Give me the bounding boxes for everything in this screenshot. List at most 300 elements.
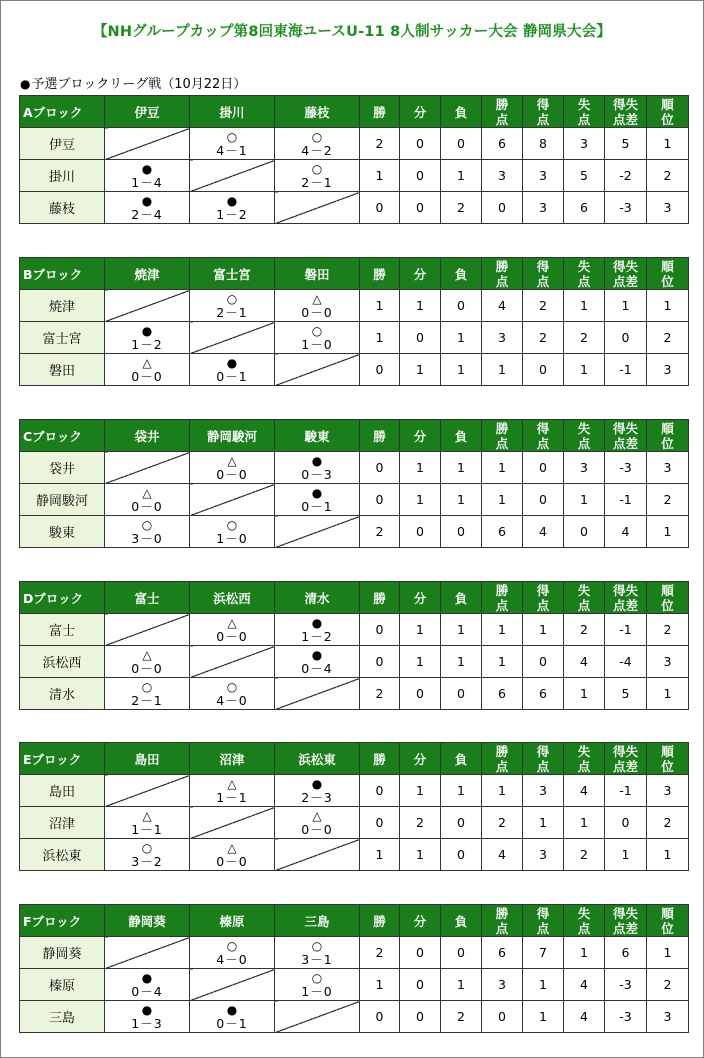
opponent-header: 島田 <box>105 743 190 775</box>
stat-value: 1 <box>441 354 482 386</box>
result-symbol: △ <box>142 647 152 662</box>
match-result-cell <box>105 678 190 710</box>
stat-value: 1 <box>647 678 689 710</box>
result-symbol: ● <box>311 615 323 630</box>
team-name: 伊豆 <box>20 128 105 160</box>
table-row <box>20 160 689 192</box>
table-row <box>20 354 689 386</box>
stat-value: 6 <box>482 516 523 548</box>
result-symbol: △ <box>312 291 322 306</box>
block-name: Fブロック <box>20 905 105 937</box>
result-symbol: ○ <box>311 161 323 176</box>
stat-value: 1 <box>482 484 523 516</box>
stat-value: 1 <box>564 678 605 710</box>
stat-value: 1 <box>482 646 523 678</box>
self-match-cell <box>190 322 275 354</box>
team-name: 富士宮 <box>20 322 105 354</box>
stat-value: 0 <box>564 516 605 548</box>
team-name: 磐田 <box>20 354 105 386</box>
stat-value: 1 <box>360 160 400 192</box>
match-result-cell <box>105 1001 190 1033</box>
stat-header: 勝 点 <box>482 420 523 452</box>
match-result-cell <box>190 678 275 710</box>
self-match-cell <box>105 128 190 160</box>
stat-value: 1 <box>647 516 689 548</box>
match-score: 1－2 <box>301 628 333 644</box>
self-match-cell <box>275 678 360 710</box>
stat-value: 1 <box>523 807 564 839</box>
opponent-header: 静岡駿河 <box>190 420 275 452</box>
opponent-header: 藤枝 <box>275 96 360 128</box>
stat-value: -3 <box>605 452 647 484</box>
stat-header: 失 点 <box>564 420 605 452</box>
stat-value: 0 <box>360 775 400 807</box>
result-symbol: ● <box>311 776 323 791</box>
stat-value: 0 <box>400 937 441 969</box>
stat-header: 得失 点差 <box>605 582 647 614</box>
stat-header: 得 点 <box>523 582 564 614</box>
stat-value: 0 <box>605 807 647 839</box>
result-symbol: △ <box>227 776 237 791</box>
match-result-cell <box>275 646 360 678</box>
opponent-header: 榛原 <box>190 905 275 937</box>
match-score: 2－1 <box>301 174 333 190</box>
match-result-cell <box>105 646 190 678</box>
team-name: 富士 <box>20 614 105 646</box>
block-name: Aブロック <box>20 96 105 128</box>
match-score: 0－0 <box>216 853 248 869</box>
stat-value: -1 <box>605 614 647 646</box>
stat-value: 2 <box>360 516 400 548</box>
opponent-header: 富士 <box>105 582 190 614</box>
match-score: 4－0 <box>216 951 248 967</box>
self-match-cell <box>105 937 190 969</box>
stat-value: 0 <box>360 807 400 839</box>
match-result-cell <box>190 192 275 224</box>
stat-value: 4 <box>564 646 605 678</box>
result-symbol: ○ <box>311 323 323 338</box>
stat-value: 4 <box>605 516 647 548</box>
match-result-cell <box>275 775 360 807</box>
stat-header: 分 <box>400 905 441 937</box>
stat-value: -1 <box>605 354 647 386</box>
stat-value: 1 <box>441 969 482 1001</box>
header-row <box>20 420 689 452</box>
match-result-cell <box>275 290 360 322</box>
stat-value: 1 <box>441 322 482 354</box>
match-result-cell <box>275 452 360 484</box>
stat-value: 2 <box>360 678 400 710</box>
team-name: 三島 <box>20 1001 105 1033</box>
stat-value: 2 <box>523 322 564 354</box>
stat-value: -3 <box>605 969 647 1001</box>
stat-header: 勝 点 <box>482 905 523 937</box>
stat-value: 1 <box>441 484 482 516</box>
stat-header: 失 点 <box>564 743 605 775</box>
result-symbol: ● <box>311 485 323 500</box>
result-symbol: ○ <box>311 970 323 985</box>
stat-value: 1 <box>647 128 689 160</box>
stat-header: 分 <box>400 582 441 614</box>
stat-value: 1 <box>360 839 400 871</box>
stat-header: 分 <box>400 258 441 290</box>
stat-value: 2 <box>647 160 689 192</box>
self-match-cell <box>275 354 360 386</box>
match-score: 1－3 <box>131 1015 163 1031</box>
stat-value: 0 <box>400 192 441 224</box>
match-score: 1－0 <box>216 530 248 546</box>
stat-value: 0 <box>482 1001 523 1033</box>
stat-header: 得失 点差 <box>605 258 647 290</box>
match-result-cell <box>190 354 275 386</box>
stat-value: 0 <box>360 452 400 484</box>
stat-value: 1 <box>523 614 564 646</box>
stat-header: 得 点 <box>523 420 564 452</box>
stat-header: 得 点 <box>523 96 564 128</box>
match-score: 0－3 <box>301 466 333 482</box>
stat-value: 0 <box>482 192 523 224</box>
match-result-cell <box>190 516 275 548</box>
self-match-cell <box>190 646 275 678</box>
team-name: 静岡葵 <box>20 937 105 969</box>
stat-header: 順 位 <box>647 743 689 775</box>
stat-value: 3 <box>482 969 523 1001</box>
stat-value: 1 <box>482 354 523 386</box>
stat-header: 得失 点差 <box>605 96 647 128</box>
block-table <box>19 742 689 871</box>
stat-header: 得失 点差 <box>605 743 647 775</box>
table-row <box>20 192 689 224</box>
stat-value: 1 <box>564 290 605 322</box>
result-symbol: ● <box>141 161 153 176</box>
stat-value: -2 <box>605 160 647 192</box>
match-score: 2－1 <box>131 692 163 708</box>
opponent-header: 伊豆 <box>105 96 190 128</box>
team-name: 焼津 <box>20 290 105 322</box>
stat-value: 0 <box>441 516 482 548</box>
result-symbol: △ <box>227 840 237 855</box>
stat-value: 1 <box>605 839 647 871</box>
stat-value: 0 <box>441 290 482 322</box>
self-match-cell <box>275 1001 360 1033</box>
stat-header: 負 <box>441 905 482 937</box>
match-score: 0－1 <box>216 368 248 384</box>
result-symbol: △ <box>227 615 237 630</box>
opponent-header: 磐田 <box>275 258 360 290</box>
stat-header: 勝 <box>360 258 400 290</box>
stat-value: 3 <box>482 160 523 192</box>
stat-value: 1 <box>482 452 523 484</box>
stat-value: 1 <box>564 484 605 516</box>
result-symbol: △ <box>142 355 152 370</box>
self-match-cell <box>275 839 360 871</box>
block-table <box>19 904 689 1033</box>
block-name: Bブロック <box>20 258 105 290</box>
stat-header: 分 <box>400 420 441 452</box>
match-result-cell <box>105 969 190 1001</box>
stat-header: 得 点 <box>523 743 564 775</box>
stat-value: 1 <box>647 937 689 969</box>
header-row <box>20 582 689 614</box>
stat-value: 3 <box>647 452 689 484</box>
stat-value: 3 <box>647 646 689 678</box>
stat-value: 4 <box>564 775 605 807</box>
match-result-cell <box>275 160 360 192</box>
stat-value: 1 <box>400 646 441 678</box>
stat-value: 6 <box>605 937 647 969</box>
stat-header: 順 位 <box>647 420 689 452</box>
stat-value: 1 <box>482 775 523 807</box>
stat-header: 失 点 <box>564 582 605 614</box>
table-row <box>20 614 689 646</box>
stat-value: 0 <box>400 678 441 710</box>
stat-header: 勝 <box>360 96 400 128</box>
self-match-cell <box>190 807 275 839</box>
match-score: 0－0 <box>131 498 163 514</box>
stat-value: 1 <box>360 322 400 354</box>
block-name: Cブロック <box>20 420 105 452</box>
stat-value: 6 <box>482 937 523 969</box>
team-name: 駿東 <box>20 516 105 548</box>
self-match-cell <box>105 290 190 322</box>
stat-header: 勝 <box>360 582 400 614</box>
block-name: Eブロック <box>20 743 105 775</box>
header-row <box>20 743 689 775</box>
stat-value: 3 <box>647 775 689 807</box>
result-symbol: ● <box>311 647 323 662</box>
stat-value: 2 <box>647 807 689 839</box>
match-score: 2－3 <box>301 789 333 805</box>
bullet-icon: ● <box>20 77 31 91</box>
match-result-cell <box>105 484 190 516</box>
stat-header: 勝 <box>360 743 400 775</box>
stat-header: 順 位 <box>647 582 689 614</box>
match-result-cell <box>105 516 190 548</box>
table-row <box>20 807 689 839</box>
stat-header: 負 <box>441 743 482 775</box>
stat-value: 1 <box>441 452 482 484</box>
match-score: 0－4 <box>131 983 163 999</box>
team-name: 沼津 <box>20 807 105 839</box>
stat-value: 0 <box>360 354 400 386</box>
header-row <box>20 258 689 290</box>
team-name: 島田 <box>20 775 105 807</box>
stat-value: 0 <box>400 322 441 354</box>
stat-value: 6 <box>523 678 564 710</box>
subtitle-text: 予選ブロックリーグ戦（10月22日） <box>31 77 247 92</box>
stat-value: 1 <box>523 1001 564 1033</box>
result-symbol: ● <box>141 1002 153 1017</box>
match-score: 0－4 <box>301 660 333 676</box>
stat-header: 順 位 <box>647 258 689 290</box>
stat-value: 2 <box>360 937 400 969</box>
stat-value: 2 <box>360 128 400 160</box>
team-name: 榛原 <box>20 969 105 1001</box>
team-name: 清水 <box>20 678 105 710</box>
stat-header: 分 <box>400 96 441 128</box>
stat-value: 2 <box>441 1001 482 1033</box>
match-score: 1－4 <box>131 174 163 190</box>
stat-value: 0 <box>441 128 482 160</box>
match-score: 1－0 <box>301 983 333 999</box>
header-row <box>20 905 689 937</box>
self-match-cell <box>105 775 190 807</box>
stat-value: 7 <box>523 937 564 969</box>
stat-value: 1 <box>400 290 441 322</box>
stat-header: 負 <box>441 258 482 290</box>
stat-value: 3 <box>523 192 564 224</box>
block-name: Dブロック <box>20 582 105 614</box>
stat-value: 0 <box>360 484 400 516</box>
result-symbol: △ <box>142 808 152 823</box>
block-table <box>19 581 689 710</box>
team-name: 藤枝 <box>20 192 105 224</box>
stat-value: 1 <box>564 807 605 839</box>
match-score: 0－1 <box>216 1015 248 1031</box>
stat-header: 負 <box>441 582 482 614</box>
stat-value: 4 <box>482 290 523 322</box>
stat-value: -3 <box>605 1001 647 1033</box>
match-result-cell <box>105 160 190 192</box>
match-score: 1－0 <box>301 336 333 352</box>
stat-value: 5 <box>605 128 647 160</box>
stat-value: 0 <box>441 839 482 871</box>
stat-value: 5 <box>564 160 605 192</box>
stat-header: 勝 点 <box>482 582 523 614</box>
stat-value: 1 <box>441 775 482 807</box>
stat-value: 1 <box>441 646 482 678</box>
match-result-cell <box>190 839 275 871</box>
stat-value: 1 <box>482 614 523 646</box>
match-score: 2－4 <box>131 206 163 222</box>
team-name: 掛川 <box>20 160 105 192</box>
match-result-cell <box>190 128 275 160</box>
opponent-header: 沼津 <box>190 743 275 775</box>
table-row <box>20 969 689 1001</box>
opponent-header: 富士宮 <box>190 258 275 290</box>
match-result-cell <box>190 775 275 807</box>
stat-value: -1 <box>605 484 647 516</box>
stat-value: 4 <box>482 839 523 871</box>
result-symbol: ● <box>141 970 153 985</box>
stat-header: 順 位 <box>647 96 689 128</box>
stat-value: 2 <box>564 322 605 354</box>
stat-value: 1 <box>400 614 441 646</box>
stat-value: 1 <box>441 160 482 192</box>
stat-value: 1 <box>647 839 689 871</box>
stat-value: 3 <box>482 322 523 354</box>
stat-value: 0 <box>400 516 441 548</box>
result-symbol: ● <box>226 355 238 370</box>
result-symbol: ○ <box>226 129 238 144</box>
stat-value: 2 <box>400 807 441 839</box>
result-symbol: ● <box>141 193 153 208</box>
stat-value: 3 <box>564 128 605 160</box>
stat-header: 勝 点 <box>482 96 523 128</box>
stat-value: 0 <box>441 807 482 839</box>
result-symbol: ○ <box>141 517 153 532</box>
match-score: 0－1 <box>301 498 333 514</box>
stat-value: 1 <box>400 839 441 871</box>
stat-value: 0 <box>441 678 482 710</box>
table-row <box>20 1001 689 1033</box>
match-score: 4－1 <box>216 142 248 158</box>
stat-value: 5 <box>605 678 647 710</box>
result-symbol: ○ <box>311 129 323 144</box>
section-subtitle <box>20 73 246 92</box>
opponent-header: 駿東 <box>275 420 360 452</box>
result-symbol: ○ <box>226 517 238 532</box>
stat-value: 0 <box>400 969 441 1001</box>
stat-value: 1 <box>360 969 400 1001</box>
match-result-cell <box>190 614 275 646</box>
self-match-cell <box>275 516 360 548</box>
stat-value: 1 <box>400 775 441 807</box>
match-score: 3－1 <box>301 951 333 967</box>
stat-value: 0 <box>441 937 482 969</box>
stat-header: 順 位 <box>647 905 689 937</box>
stat-value: 2 <box>647 969 689 1001</box>
table-row <box>20 646 689 678</box>
stat-value: 0 <box>360 1001 400 1033</box>
stat-value: -1 <box>605 775 647 807</box>
stat-value: 2 <box>441 192 482 224</box>
result-symbol: ● <box>311 453 323 468</box>
table-row <box>20 322 689 354</box>
match-result-cell <box>190 1001 275 1033</box>
stat-header: 失 点 <box>564 258 605 290</box>
stat-value: 1 <box>400 484 441 516</box>
match-score: 1－1 <box>216 789 248 805</box>
stat-value: 2 <box>647 322 689 354</box>
stat-value: 2 <box>482 807 523 839</box>
result-symbol: ○ <box>141 679 153 694</box>
opponent-header: 袋井 <box>105 420 190 452</box>
match-score: 0－0 <box>216 628 248 644</box>
stat-header: 分 <box>400 743 441 775</box>
match-score: 4－0 <box>216 692 248 708</box>
stat-header: 得失 点差 <box>605 420 647 452</box>
self-match-cell <box>105 452 190 484</box>
match-score: 1－2 <box>216 206 248 222</box>
stat-header: 得 点 <box>523 258 564 290</box>
stat-value: 2 <box>564 614 605 646</box>
stat-value: 4 <box>564 969 605 1001</box>
match-result-cell <box>275 614 360 646</box>
result-symbol: ● <box>226 193 238 208</box>
stat-value: 8 <box>523 128 564 160</box>
block-table <box>19 95 689 224</box>
opponent-header: 清水 <box>275 582 360 614</box>
stat-value: 1 <box>605 290 647 322</box>
stat-value: 1 <box>360 290 400 322</box>
stat-value: 6 <box>564 192 605 224</box>
stat-value: 4 <box>523 516 564 548</box>
match-result-cell <box>105 322 190 354</box>
match-result-cell <box>275 484 360 516</box>
table-row <box>20 128 689 160</box>
table-row <box>20 937 689 969</box>
stat-value: -4 <box>605 646 647 678</box>
team-name: 静岡駿河 <box>20 484 105 516</box>
stat-value: 1 <box>647 290 689 322</box>
result-symbol: ○ <box>226 679 238 694</box>
self-match-cell <box>275 192 360 224</box>
table-row <box>20 452 689 484</box>
stat-value: 1 <box>564 354 605 386</box>
stat-value: -3 <box>605 192 647 224</box>
match-score: 0－0 <box>131 368 163 384</box>
